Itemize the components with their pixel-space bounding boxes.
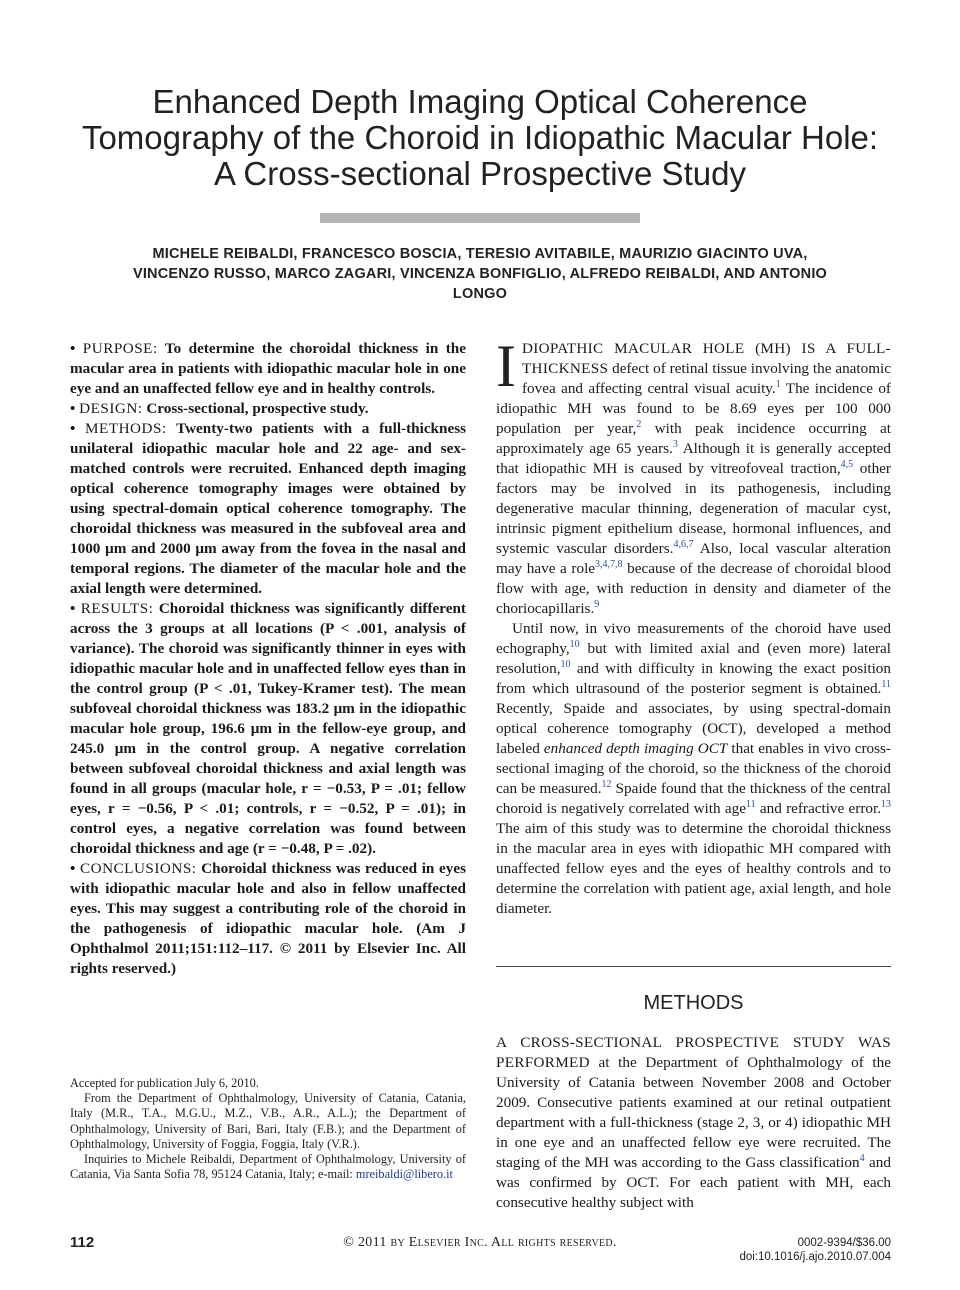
section-divider: [496, 966, 891, 967]
conclusions-text: Choroidal thickness was reduced in eyes with idiopathic macular hole and also in fellow unaffected eyes. This may suggest a contributing role of the choroid in the pathogenesis of idiopathic macular hole. (Am J Ophthalmol 2011;151:112–117. © 2011 by Elsevier Inc. All rights reserved.): [70, 860, 466, 977]
inquiries-note: [70, 1152, 466, 1182]
design-label: DESIGN:: [79, 400, 143, 417]
title-line-3: A Cross-sectional Prospective Study: [214, 155, 746, 192]
copyright-notice: © 2011 by Elsevier Inc. All rights reserved.: [343, 1235, 617, 1250]
ref-link[interactable]: 1: [775, 378, 781, 390]
intro-text: Although it is generally accepted that idiopathic MH is caused by vitreofoveal traction,: [496, 440, 891, 477]
ref-link[interactable]: 12: [601, 778, 612, 790]
intro-text: because of the decrease of choroidal blood flow with age, with reduction in density and diameter of the choriocapillaris.: [496, 560, 891, 617]
ref-link[interactable]: 4,5: [840, 458, 854, 470]
intro-text: with peak incidence occurring at approximately age 65 years.: [496, 420, 891, 457]
methods-lead: A CROSS-SECTIONAL PROSPECTIVE STUDY WAS PERFORMED: [496, 1034, 891, 1071]
intro-paragraph-2: [496, 619, 891, 919]
conclusions-label: CONCLUSIONS:: [79, 860, 197, 877]
design-text: Cross-sectional, prospective study.: [142, 400, 369, 417]
doi[interactable]: doi:10.1016/j.ajo.2010.07.004: [739, 1251, 891, 1263]
intro-text: The aim of this study was to determine the choroidal thickness in the macular area in eyes with idiopathic MH compared with unaffected fellow eyes and the eyes of healthy controls and to determine the correlation with patient age, axial length, and hole diameter.: [496, 820, 891, 917]
abstract: [70, 339, 466, 979]
methods-text: Twenty-two patients with a full-thickness unilateral idiopathic macular hole and 22 age- and sex-matched controls were recruited. Enhanced depth imaging optical coherence tomography images were obtained by using spectral-domain optical coherence tomography. The choroidal thickness was measured in the subfoveal area and 1000 μm and 2000 μm away from the fovea in the nasal and temporal regions. The diameter of the macular hole and the axial length were determined.: [70, 420, 467, 597]
methods-paragraph: [496, 1033, 891, 1213]
inquiries-text: Inquiries to Michele Reibaldi, Department of Ophthalmology, University of Catania, Via Santa Sofia 78, 95124 Catania, Italy; e-mail:: [70, 1152, 466, 1182]
intro-text: Spaide found that the thickness of the central choroid is negatively correlated with age: [496, 780, 892, 817]
intro-text: other factors may be involved in its pathogenesis, including degenerative macular thinning, degeneration of macular cyst, intrinsic pigment epithelium disease, hormonal influences, and systemic vascular disorders.: [496, 460, 891, 557]
email-link[interactable]: mreibaldi@libero.it: [355, 1167, 453, 1182]
affiliations-note: From the Department of Ophthalmology, University of Catania, Catania, Italy (M.R., T.A., M.G.U., M.Z., V.B., A.R., A.L.); the Department of Ophthalmology, University of Bari, Bari, Italy (F.B.); and the Department of Ophthalmology, University of Foggia, Foggia, Italy (V.R.).: [70, 1091, 466, 1151]
intro-paragraph-1: [496, 333, 891, 619]
bullet-icon: •: [70, 860, 76, 877]
issn: 0002-9394/$36.00: [797, 1237, 891, 1249]
intro-italic-term: enhanced depth imaging OCT: [543, 740, 728, 757]
intro-text: defect of retinal tissue involving the anatomic fovea and affecting central visual acuity.: [521, 360, 891, 397]
authors-line-2: VINCENZO RUSSO, MARCO ZAGARI, VINCENZA BONFIGLIO, ALFREDO REIBALDI, AND ANTONIO: [132, 266, 828, 282]
bullet-icon: •: [70, 600, 76, 617]
abstract-design: [70, 399, 466, 419]
title-line-1: Enhanced Depth Imaging Optical Coherence: [152, 83, 808, 120]
methods-section: [496, 1033, 891, 1213]
methods-heading: METHODS: [643, 992, 744, 1014]
ref-link[interactable]: 3,4,7,8: [595, 558, 623, 570]
page-number: 112: [70, 1234, 95, 1251]
results-text: Choroidal thickness was significantly different across the 3 groups at all locations (P < .001, analysis of variance). The choroid was significantly thinner in eyes with idiopathic macular hole and in unaffected fellow eyes than in the control group (P < .01, Tukey-Kramer test). The mean subfoveal choroidal thickness was 183.2 μm in the idiopathic macular hole group, 196.6 μm in the fellow-eye group, and 245.0 μm in the control group. A negative correlation between subfoveal choroidal thickness and axial length was found in all groups (macular hole, r = −0.53, P = .01; fellow eyes, r = −0.56, P < .01; controls, r = −0.52, P = .01); in control eyes, a negative correlation was found between choroidal thickness and age (r = −0.48, P = .02).: [70, 600, 466, 857]
intro-text: Until now, in vivo measurements of the choroid have used echography,: [496, 620, 891, 657]
intro-lead: DIOPATHIC MACULAR HOLE (MH) IS A FULL-THICKNESS: [521, 340, 891, 377]
ref-link[interactable]: 10: [569, 638, 580, 650]
ref-link[interactable]: 13: [881, 798, 891, 810]
intro-text: and refractive error.: [755, 800, 881, 817]
intro-text: but with limited axial and (even more) lateral resolution,: [496, 640, 891, 677]
drop-cap: I: [496, 333, 516, 399]
issn-doi: [739, 1236, 891, 1264]
abstract-methods: [70, 419, 466, 599]
article-title: [60, 84, 900, 192]
ref-link[interactable]: 11: [881, 678, 891, 690]
intro-text: The incidence of idiopathic MH was found to be 8.69 eyes per 100 000 population per year,: [496, 380, 891, 437]
introduction: [496, 333, 892, 919]
ref-link[interactable]: 10: [560, 658, 571, 670]
authors-line-3: LONGO: [452, 286, 508, 302]
methods-text: and was confirmed by OCT. For each patient with MH, each consecutive healthy subject with: [496, 1154, 891, 1211]
intro-text: Recently, Spaide and associates, by using spectral-domain optical coherence tomography (OCT), developed a method labeled: [496, 700, 891, 757]
ref-link[interactable]: 3: [672, 438, 678, 450]
title-line-2: Tomography of the Choroid in Idiopathic Macular Hole:: [81, 119, 879, 156]
ref-link[interactable]: 4,6,7: [673, 538, 694, 550]
bullet-icon: •: [70, 420, 76, 437]
bullet-icon: •: [70, 400, 76, 417]
accepted-note: Accepted for publication July 6, 2010.: [70, 1076, 259, 1090]
purpose-text: To determine the choroidal thickness in the macular area in patients with idiopathic macular hole in one eye and an unaffected fellow eye and in healthy controls.: [70, 340, 466, 397]
purpose-label: PURPOSE:: [82, 340, 158, 357]
author-list: [80, 244, 880, 304]
methods-label: METHODS:: [85, 420, 167, 437]
footnotes: [70, 1076, 466, 1182]
abstract-purpose: [70, 339, 466, 399]
ref-link[interactable]: 9: [594, 598, 600, 610]
intro-text: and with difficulty in knowing the exact position from which ultrasound of the posterior segment is obtained.: [496, 660, 891, 697]
intro-text: Also, local vascular alteration may have a role: [496, 540, 891, 577]
abstract-conclusions: [70, 859, 466, 979]
title-divider: [320, 213, 640, 223]
bullet-icon: •: [70, 340, 76, 357]
ref-link[interactable]: 11: [745, 798, 756, 810]
abstract-results: [70, 599, 466, 859]
intro-text: that enables in vivo cross-sectional imaging of the choroid, so the thickness of the choroid can be measured.: [496, 740, 891, 797]
methods-text: at the Department of Ophthalmology of the University of Catania between November 2008 and October 2009. Consecutive patients examined at our retinal outpatient department with a full-thickness (stage 2, 3, or 4) idiopathic MH in one eye and an unaffected fellow eye were recruited. The staging of the MH was according to the Gass classification: [496, 1054, 891, 1171]
ref-link[interactable]: 2: [636, 418, 642, 430]
results-label: RESULTS:: [80, 600, 154, 617]
ref-link[interactable]: 4: [859, 1152, 865, 1164]
authors-line-1: MICHELE REIBALDI, FRANCESCO BOSCIA, TERESIO AVITABILE, MAURIZIO GIACINTO UVA,: [152, 246, 808, 262]
